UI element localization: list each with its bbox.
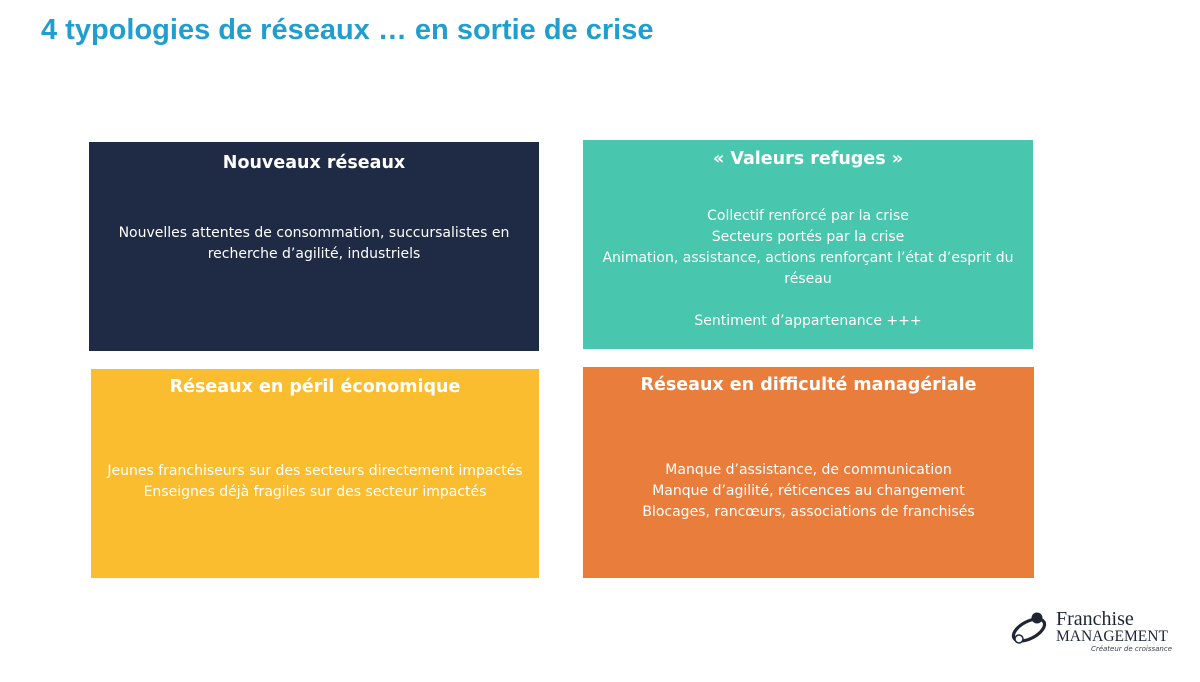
orbit-logo-icon	[1010, 608, 1056, 648]
quadrant-line: Nouvelles attentes de consommation, succursalistes en recherche d’agilité, industriels	[118, 225, 510, 262]
quadrant-title: Nouveaux réseaux	[222, 153, 406, 173]
logo-text-management: MANAGEMENT	[1056, 628, 1168, 645]
quadrant-difficulte-manageriale	[583, 367, 1034, 578]
franchise-management-logo	[1010, 608, 1180, 658]
quadrant-valeurs-refuges	[583, 140, 1033, 349]
quadrant-title: « Valeurs refuges »	[712, 149, 904, 169]
quadrant-line: Jeunes franchiseurs sur des secteurs directement impactés	[107, 463, 523, 479]
quadrant-body	[583, 206, 1033, 332]
quadrant-body	[583, 460, 1034, 523]
quadrant-line: Sentiment d’appartenance +++	[694, 313, 922, 329]
quadrant-line: Enseignes déjà fragiles sur des secteur impactés	[143, 484, 487, 500]
quadrant-line: Collectif renforcé par la crise	[707, 208, 909, 224]
quadrant-body	[91, 461, 539, 503]
logo-tagline: Créateur de croissance	[1090, 645, 1172, 653]
logo-text-franchise: Franchise	[1056, 608, 1134, 630]
quadrant-title: Réseaux en péril économique	[169, 377, 461, 397]
quadrant-nouveaux-reseaux	[89, 142, 539, 351]
quadrant-title: Réseaux en difficulté managériale	[640, 375, 977, 395]
quadrant-spacer	[591, 290, 1025, 311]
quadrant-line: Animation, assistance, actions renforçant l’état d’esprit du réseau	[602, 250, 1014, 287]
quadrant-line: Manque d’assistance, de communication	[665, 462, 952, 478]
quadrant-line: Secteurs portés par la crise	[711, 229, 905, 245]
quadrant-line: Manque d’agilité, réticences au changement	[652, 483, 965, 499]
quadrant-line: Blocages, rancœurs, associations de franchisés	[642, 504, 975, 520]
slide-title: 4 typologies de réseaux … en sortie de crise	[41, 14, 654, 46]
quadrant-peril-economique	[91, 369, 539, 578]
quadrant-body	[89, 223, 539, 265]
